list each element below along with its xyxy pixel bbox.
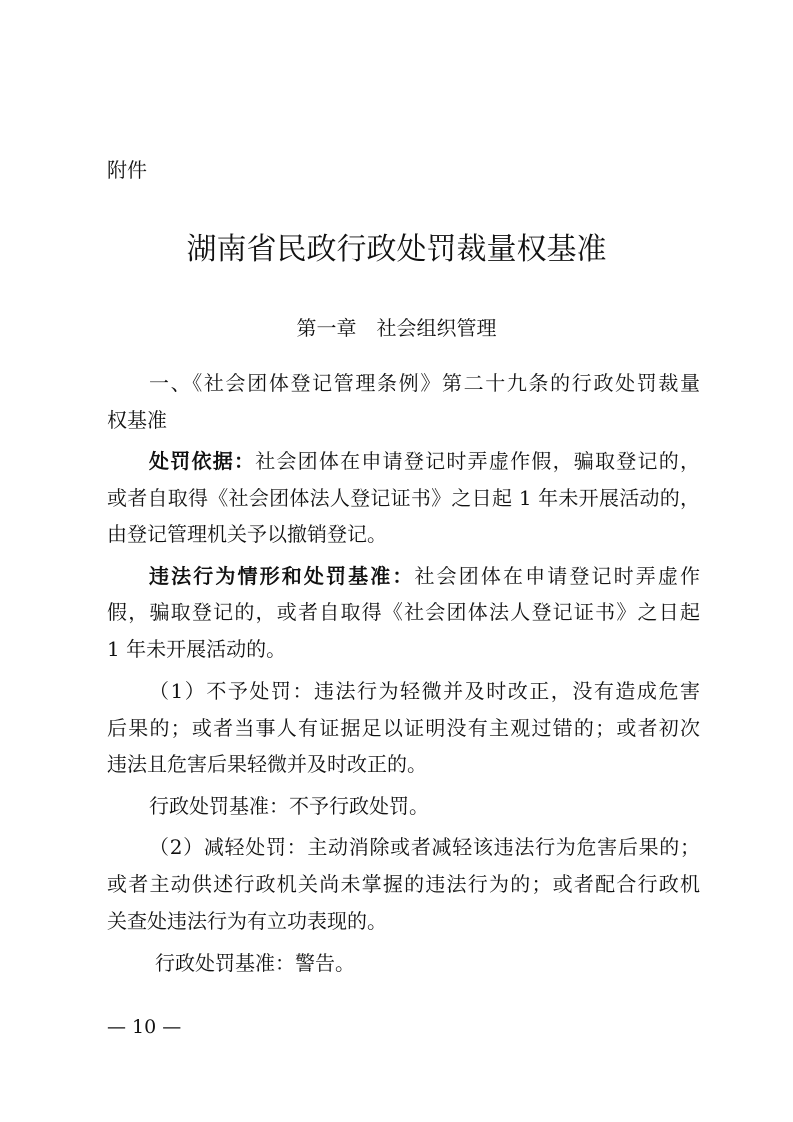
basis-label: 处罚依据： [149,449,256,473]
item1-standard: 行政处罚基准：不予行政处罚。 [149,794,429,818]
basis-line-3: 由登记管理机关予以撤销登记。 [107,522,387,546]
item2-line-3: 关查处违法行为有立功表现的。 [107,909,387,933]
item2-line-1: （2）减轻处罚：主动消除或者减轻该违法行为危害后果的； [149,835,700,859]
circumstances-line-3: 1 年未开展活动的。 [107,637,287,661]
basis-line-2: 或者自取得《社会团体法人登记证书》之日起 1 年未开展活动的， [107,486,700,510]
section-heading-line-2: 权基准 [107,408,167,432]
item2-line-2: 或者主动供述行政机关尚未掌握的违法行为的；或者配合行政机 [107,872,700,896]
chapter-heading: 第一章 社会组织管理 [296,316,497,340]
page-number: — 10 — [107,1016,182,1038]
item2-standard: 行政处罚基准：警告。 [155,951,355,975]
circumstances-text: 社会团体在申请登记时弄虚作 [414,564,700,588]
item1-line-2: 后果的；或者当事人有证据足以证明没有主观过错的；或者初次 [107,716,700,740]
document-title: 湖南省民政行政处罚裁量权基准 [186,232,607,267]
item1-line-3: 违法且危害后果轻微并及时改正的。 [107,752,427,776]
basis-text: 社会团体在申请登记时弄虚作假，骗取登记的， [255,449,701,473]
attachment-label: 附件 [107,158,147,182]
circumstances-line-2: 假，骗取登记的，或者自取得《社会团体法人登记证书》之日起 [107,600,700,624]
circumstances-label: 违法行为情形和处罚基准： [149,564,415,588]
circumstances-line-1 [149,564,700,588]
basis-line-1 [149,449,700,473]
item1-line-1: （1）不予处罚：违法行为轻微并及时改正，没有造成危害 [149,679,700,703]
section-heading-line-1: 一、《社会团体登记管理条例》第二十九条的行政处罚裁量 [149,371,700,395]
